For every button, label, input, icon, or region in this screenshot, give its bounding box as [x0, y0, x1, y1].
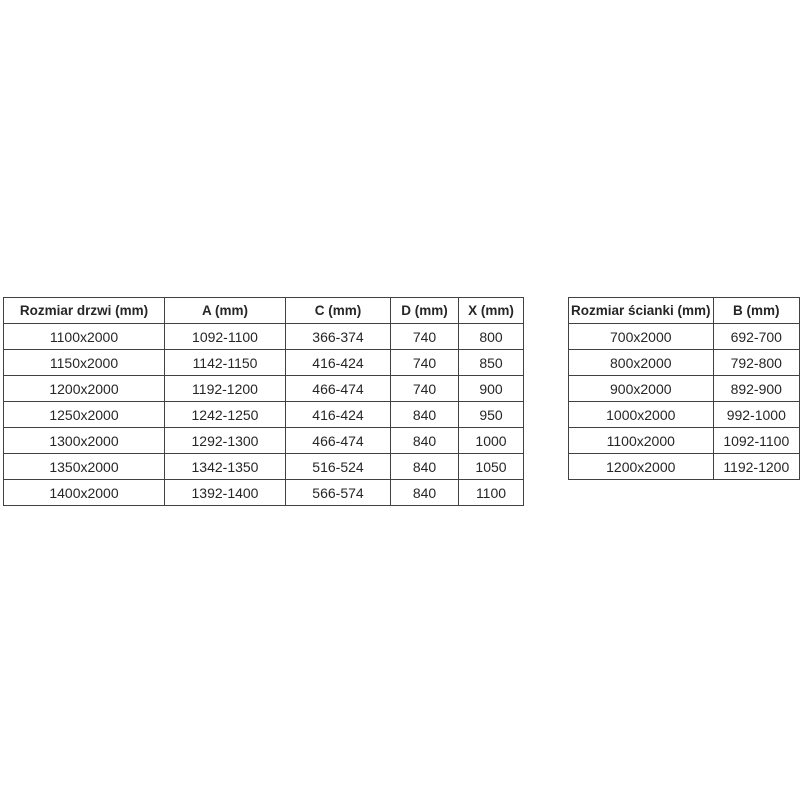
- table-cell: 692-700: [713, 324, 799, 350]
- table-cell: 416-424: [286, 402, 391, 428]
- column-header: D (mm): [391, 298, 459, 324]
- table-cell: 466-474: [286, 376, 391, 402]
- table-cell: 1000: [459, 428, 524, 454]
- table-row: [569, 454, 800, 480]
- table-cell: 792-800: [713, 350, 799, 376]
- table-cell: 1300x2000: [4, 428, 165, 454]
- table-cell: 1200x2000: [4, 376, 165, 402]
- table-cell: 840: [391, 480, 459, 506]
- table-cell: 800x2000: [569, 350, 714, 376]
- table-row: [4, 350, 524, 376]
- table-cell: 466-474: [286, 428, 391, 454]
- column-header: X (mm): [459, 298, 524, 324]
- table-cell: 800: [459, 324, 524, 350]
- table-cell: 1150x2000: [4, 350, 165, 376]
- table-cell: 1200x2000: [569, 454, 714, 480]
- table-cell: 700x2000: [569, 324, 714, 350]
- column-header: B (mm): [713, 298, 799, 324]
- table-row: [4, 454, 524, 480]
- column-header: Rozmiar drzwi (mm): [4, 298, 165, 324]
- header-row: [569, 298, 800, 324]
- table-row: [569, 402, 800, 428]
- table-row: [4, 402, 524, 428]
- table-cell: 1400x2000: [4, 480, 165, 506]
- table-cell: 416-424: [286, 350, 391, 376]
- table-row: [569, 428, 800, 454]
- table-cell: 516-524: [286, 454, 391, 480]
- table-cell: 1100x2000: [4, 324, 165, 350]
- table-cell: 740: [391, 324, 459, 350]
- table-cell: 1050: [459, 454, 524, 480]
- table-cell: 1342-1350: [165, 454, 286, 480]
- door-table-head: [4, 298, 524, 324]
- table-cell: 740: [391, 376, 459, 402]
- table-cell: 1142-1150: [165, 350, 286, 376]
- table-cell: 1092-1100: [713, 428, 799, 454]
- table-cell: 892-900: [713, 376, 799, 402]
- table-cell: 900x2000: [569, 376, 714, 402]
- table-cell: 1392-1400: [165, 480, 286, 506]
- table-cell: 1000x2000: [569, 402, 714, 428]
- table-row: [569, 376, 800, 402]
- table-cell: 1100: [459, 480, 524, 506]
- table-row: [4, 324, 524, 350]
- table-cell: 1192-1200: [713, 454, 799, 480]
- column-header: A (mm): [165, 298, 286, 324]
- table-row: [569, 350, 800, 376]
- table-row: [4, 376, 524, 402]
- table-cell: 1292-1300: [165, 428, 286, 454]
- wall-size-table: [568, 297, 800, 480]
- table-cell: 950: [459, 402, 524, 428]
- table-row: [4, 480, 524, 506]
- table-cell: 840: [391, 454, 459, 480]
- wall-table-body: [569, 324, 800, 480]
- table-cell: 840: [391, 428, 459, 454]
- header-row: [4, 298, 524, 324]
- table-cell: 1250x2000: [4, 402, 165, 428]
- wall-table-head: [569, 298, 800, 324]
- column-header: Rozmiar ścianki (mm): [569, 298, 714, 324]
- table-cell: 1350x2000: [4, 454, 165, 480]
- door-table-body: [4, 324, 524, 506]
- table-row: [4, 428, 524, 454]
- table-cell: 740: [391, 350, 459, 376]
- column-header: C (mm): [286, 298, 391, 324]
- table-cell: 566-574: [286, 480, 391, 506]
- table-row: [569, 324, 800, 350]
- table-cell: 1242-1250: [165, 402, 286, 428]
- table-cell: 366-374: [286, 324, 391, 350]
- door-size-table: [3, 297, 524, 506]
- table-cell: 900: [459, 376, 524, 402]
- table-cell: 1100x2000: [569, 428, 714, 454]
- table-cell: 1192-1200: [165, 376, 286, 402]
- table-cell: 840: [391, 402, 459, 428]
- table-cell: 1092-1100: [165, 324, 286, 350]
- table-cell: 850: [459, 350, 524, 376]
- table-cell: 992-1000: [713, 402, 799, 428]
